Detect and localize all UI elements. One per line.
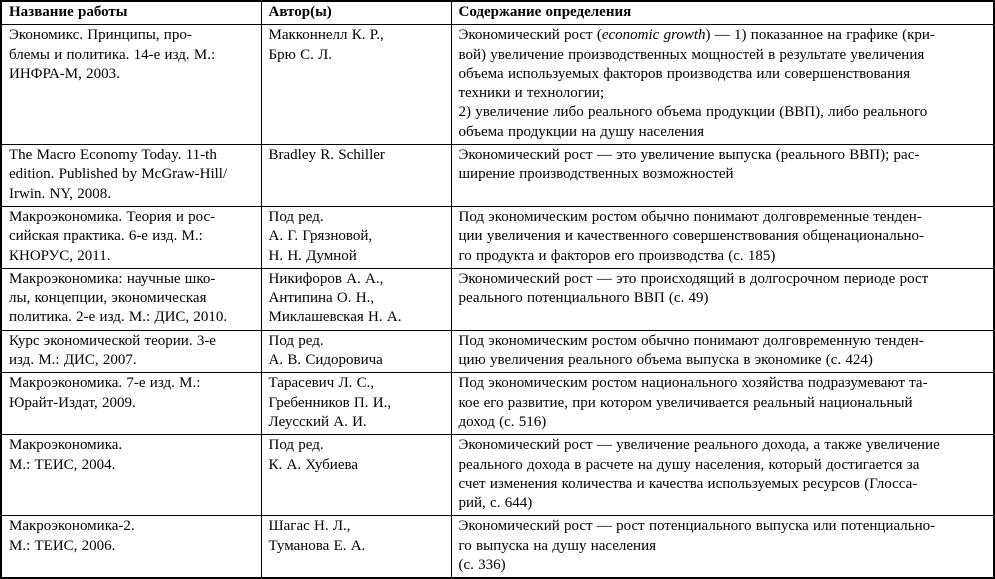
cell-authors: Никифоров А. А., Антипина О. Н., Миклашевская Н. А. [261,268,451,330]
cell-definition: Экономический рост — это увеличение выпуска (реального ВВП); рас- ширение производственных возможностей [451,145,994,207]
table-row [1,435,994,516]
header-definition: Содержание определения [451,1,994,25]
cell-authors: Bradley R. Schiller [261,145,451,207]
cell-definition: Экономический рост — увеличение реального дохода, а также увеличение реального дохода в расчете на душу населения, который достигается за счет изменения количества и качества используемых ресурсов (Глосса- рий, с. 644) [451,435,994,516]
cell-definition: Под экономическим ростом обычно понимают долговременные тенден- ции увеличения и качественного совершенствования общенационально- го продукта и факторов его производства (с. 185) [451,206,994,268]
table-row [1,268,994,330]
table-row [1,330,994,373]
cell-work-title: Курс экономической теории. 3-е изд. М.: ДИС, 2007. [1,330,261,373]
cell-authors: Тарасевич Л. С., Гребенников П. И., Леусский А. И. [261,373,451,435]
table-row [1,373,994,435]
cell-definition: Под экономическим ростом национального хозяйства подразумевают та- кое его развитие, при котором увеличивается реальный национальный доход (с. 516) [451,373,994,435]
cell-definition: Экономический рост (economic growth) — 1) показанное на графике (кри- вой) увеличение производственных мощностей в результате увеличения объема используемых факторов производства или совершенствования техники и технологии; 2) увеличение либо реального объема продукции (ВВП), либо реального объема продукции на душу населения [451,25,994,145]
cell-work-title: Макроэкономика. 7-е изд. М.: Юрайт-Издат, 2009. [1,373,261,435]
cell-authors: Под ред. А. В. Сидоровича [261,330,451,373]
cell-definition: Экономический рост — рост потенциального выпуска или потенциально- го выпуска на душу населения (с. 336) [451,516,994,578]
table-row [1,516,994,578]
header-work-title: Название работы [1,1,261,25]
cell-work-title: Экономикс. Принципы, про- блемы и политика. 14-е изд. М.: ИНФРА-М, 2003. [1,25,261,145]
cell-authors: Макконнелл К. Р., Брю С. Л. [261,25,451,145]
cell-work-title: The Macro Economy Today. 11-th edition. Published by McGraw-Hill/ Irwin. NY, 2008. [1,145,261,207]
header-row [1,1,994,25]
table-row [1,25,994,145]
cell-work-title: Макроэкономика. М.: ТЕИС, 2004. [1,435,261,516]
cell-work-title: Макроэкономика. Теория и рос- сийская практика. 6-е изд. М.: КНОРУС, 2011. [1,206,261,268]
cell-authors: Под ред. А. Г. Грязновой, Н. Н. Думной [261,206,451,268]
cell-authors: Шагас Н. Л., Туманова Е. А. [261,516,451,578]
header-authors: Автор(ы) [261,1,451,25]
cell-definition: Под экономическим ростом обычно понимают долговременную тенден- цию увеличения реального объема выпуска в экономике (с. 424) [451,330,994,373]
table-row [1,206,994,268]
cell-authors: Под ред. К. А. Хубиева [261,435,451,516]
cell-work-title: Макроэкономика-2. М.: ТЕИС, 2006. [1,516,261,578]
table-header [1,1,994,25]
table-row [1,145,994,207]
cell-work-title: Макроэкономика: научные шко- лы, концепции, экономическая политика. 2-е изд. М.: ДИС, 2010. [1,268,261,330]
table-body [1,25,994,579]
cell-definition: Экономический рост — это происходящий в долгосрочном периоде рост реального потенциального ВВП (с. 49) [451,268,994,330]
